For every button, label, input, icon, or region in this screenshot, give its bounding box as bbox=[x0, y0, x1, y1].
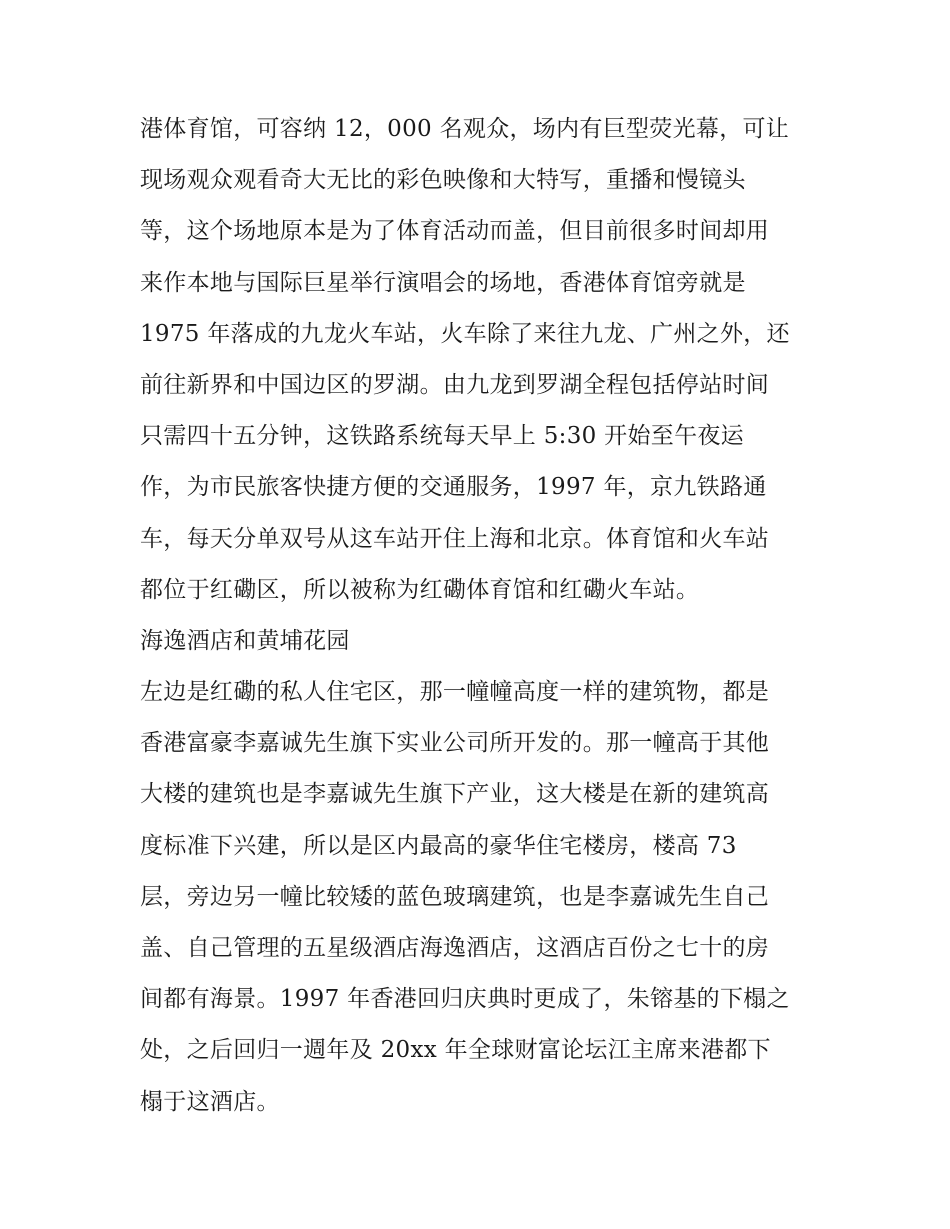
text-line: 作，为市民旅客快捷方便的交通服务，1997 年，京九铁路通 bbox=[140, 474, 767, 501]
body-text bbox=[140, 104, 820, 1128]
text-line: 等，这个场地原本是为了体育活动而盖，但目前很多时间却用 bbox=[140, 218, 770, 245]
text-line: 港体育馆，可容纳 12，000 名观众，场内有巨型荧光幕，可让 bbox=[140, 116, 790, 142]
text-line: 现场观众观看奇大无比的彩色映像和大特写，重播和慢镜头 bbox=[140, 167, 746, 194]
text-line: 前往新界和中国边区的罗湖。由九龙到罗湖全程包括停站时间 bbox=[140, 371, 770, 398]
text-line: 层，旁边另一幢比较矮的蓝色玻璃建筑，也是李嘉诚先生自己 bbox=[140, 883, 770, 910]
text-line: 来作本地与国际巨星举行演唱会的场地，香港体育馆旁就是 bbox=[140, 269, 746, 296]
text-line: 左边是红磡的私人住宅区，那一幢幢高度一样的建筑物，都是 bbox=[140, 679, 770, 706]
text-line: 榻于这酒店。 bbox=[140, 1088, 280, 1115]
text-line: 间都有海景。1997 年香港回归庆典时更成了，朱镕基的下榻之 bbox=[140, 986, 790, 1013]
text-line: 车，每天分单双号从这车站开住上海和北京。体育馆和火车站 bbox=[140, 525, 770, 552]
text-line: 只需四十五分钟，这铁路系统每天早上 5:30 开始至午夜运 bbox=[140, 423, 744, 450]
text-line: 都位于红磡区，所以被称为红磡体育馆和红磡火车站。 bbox=[140, 576, 700, 603]
text-line: 大楼的建筑也是李嘉诚先生旗下产业，这大楼是在新的建筑高 bbox=[140, 781, 770, 808]
text-line: 1975 年落成的九龙火车站，火车除了来往九龙、广州之外，还 bbox=[140, 320, 790, 347]
text-line: 香港富豪李嘉诚先生旗下实业公司所开发的。那一幢高于其他 bbox=[140, 730, 770, 757]
section-heading: 海逸酒店和黄埔花园 bbox=[140, 627, 350, 654]
text-line: 度标准下兴建，所以是区内最高的豪华住宅楼房，楼高 73 bbox=[140, 832, 737, 859]
text-line: 盖、自己管理的五星级酒店海逸酒店，这酒店百份之七十的房 bbox=[140, 935, 770, 961]
text-line: 处，之后回归一週年及 20xx 年全球财富论坛江主席来港都下 bbox=[140, 1037, 771, 1064]
